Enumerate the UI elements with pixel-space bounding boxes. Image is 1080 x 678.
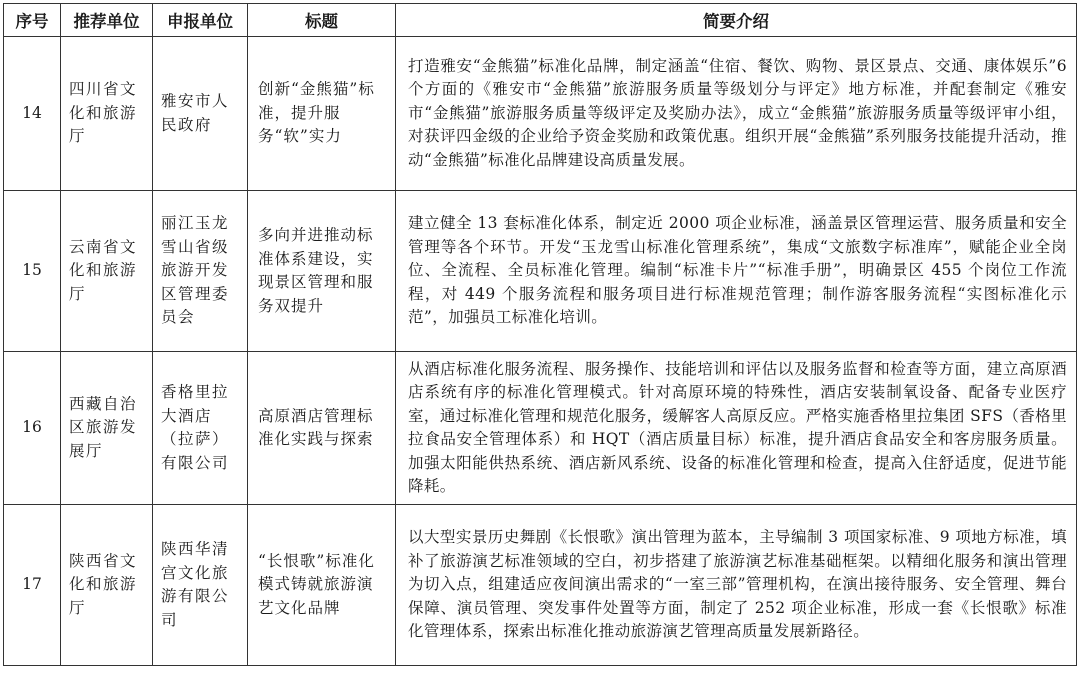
row-applicant-unit: 丽江玉龙雪山省级旅游开发区管理委员会 (153, 191, 248, 352)
table-row (4, 505, 1077, 666)
table-row (4, 37, 1077, 191)
row-summary: 从酒店标准化服务流程、服务操作、技能培训和评估以及服务监督和检查等方面，建立高原酒店系统有序的标准化管理模式。针对高原环境的特殊性，酒店安装制氧设备、配备专业医疗室，通过标准化管理和规范化服务，缓解客人高原反应。严格实施香格里拉集团 SFS（香格里拉食品安全管理体系）和 HQT（酒店质量目标）标准，提升酒店食品安全和客房服务质量。加强太阳能供热系统、酒店新风系统、设备的标准化管理和检查，提高入住舒适度，促进节能降耗。 (396, 352, 1077, 505)
table-row (4, 352, 1077, 505)
row-title: 多向并进推动标准体系建设，实现景区管理和服务双提升 (248, 191, 396, 352)
row-recommending-unit: 陕西省文化和旅游厅 (61, 505, 153, 666)
row-applicant-unit: 香格里拉大酒店（拉萨）有限公司 (153, 352, 248, 505)
header-row (4, 4, 1077, 37)
table-body (4, 37, 1077, 666)
row-serial-number: 17 (4, 505, 61, 666)
header-applicant-unit: 申报单位 (153, 4, 248, 37)
header-serial-number: 序号 (4, 4, 61, 37)
row-recommending-unit: 云南省文化和旅游厅 (61, 191, 153, 352)
row-summary: 打造雅安“金熊猫”标准化品牌，制定涵盖“住宿、餐饮、购物、景区景点、交通、康体娱乐”6个方面的《雅安市“金熊猫”旅游服务质量等级划分与评定》地方标准，并配套制定《雅安市“金熊猫”旅游服务质量等级评定及奖励办法》，成立“金熊猫”旅游服务质量等级评审小组，对获评四金级的企业给予资金奖励和政策优惠。组织开展“金熊猫”系列服务技能提升活动，推动“金熊猫”标准化品牌建设高质量发展。 (396, 37, 1077, 191)
row-summary: 建立健全 13 套标准化体系，制定近 2000 项企业标准，涵盖景区管理运营、服务质量和安全管理等各个环节。开发“玉龙雪山标准化管理系统”，集成“文旅数字标准库”，赋能企业全岗位、全流程、全员标准化管理。编制“标准卡片”“标准手册”，明确景区 455 个岗位工作流程，对 449 个服务流程和服务项目进行标准规范管理；制作游客服务流程“实图标准化示范”，加强员工标准化培训。 (396, 191, 1077, 352)
row-serial-number: 15 (4, 191, 61, 352)
row-title: “长恨歌”标准化模式铸就旅游演艺文化品牌 (248, 505, 396, 666)
row-recommending-unit: 四川省文化和旅游厅 (61, 37, 153, 191)
table-header (4, 4, 1077, 37)
row-recommending-unit: 西藏自治区旅游发展厅 (61, 352, 153, 505)
row-applicant-unit: 雅安市人民政府 (153, 37, 248, 191)
row-title: 创新“金熊猫”标准，提升服务“软”实力 (248, 37, 396, 191)
row-applicant-unit: 陕西华清宫文化旅游有限公司 (153, 505, 248, 666)
row-summary: 以大型实景历史舞剧《长恨歌》演出管理为蓝本，主导编制 3 项国家标准、9 项地方标准，填补了旅游演艺标准领域的空白，初步搭建了旅游演艺标准基础框架。以精细化服务和演出管理为切入点，组建适应夜间演出需求的“一室三部”管理机构，在演出接待服务、安全管理、舞台保障、演员管理、突发事件处置等方面，制定了 252 项企业标准，形成一套《长恨歌》标准化管理体系，探索出标准化推动旅游演艺管理高质量发展新路径。 (396, 505, 1077, 666)
table-row (4, 191, 1077, 352)
header-summary: 简要介绍 (396, 4, 1077, 37)
row-serial-number: 14 (4, 37, 61, 191)
row-title: 高原酒店管理标准化实践与探索 (248, 352, 396, 505)
header-recommending-unit: 推荐单位 (61, 4, 153, 37)
row-serial-number: 16 (4, 352, 61, 505)
standardization-cases-table (3, 3, 1077, 666)
header-title: 标题 (248, 4, 396, 37)
